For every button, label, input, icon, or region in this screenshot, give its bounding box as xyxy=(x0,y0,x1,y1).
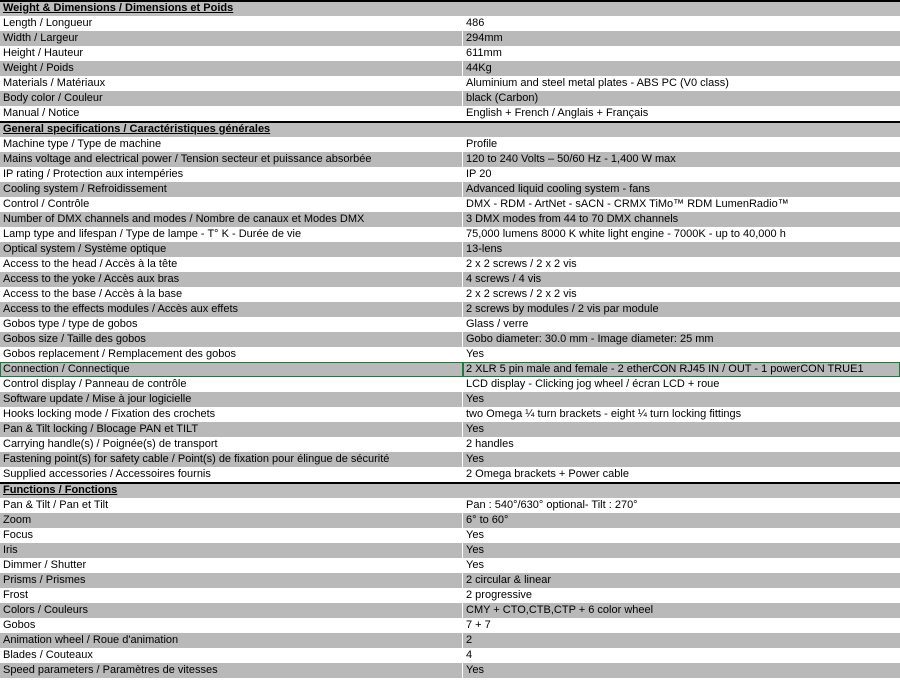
spec-label-cell[interactable]: Frost xyxy=(0,588,463,603)
table-row[interactable] xyxy=(0,61,900,76)
spec-value-cell[interactable]: 2 x 2 screws / 2 x 2 vis xyxy=(466,258,577,270)
table-row[interactable] xyxy=(0,618,900,633)
spec-label-cell[interactable]: Fastening point(s) for safety cable / Point(s) de fixation pour élingue de sécurité xyxy=(0,452,463,467)
table-row[interactable] xyxy=(0,167,900,182)
spec-value-cell[interactable]: CMY + CTO,CTB,CTP + 6 color wheel xyxy=(466,604,654,616)
spec-label-cell[interactable]: Access to the effects modules / Accès aux effets xyxy=(0,302,463,317)
table-row[interactable] xyxy=(0,182,900,197)
section-header[interactable] xyxy=(0,121,900,137)
spec-value-cell[interactable]: Yes xyxy=(466,529,484,541)
table-row[interactable] xyxy=(0,31,900,46)
spec-label-cell[interactable]: Mains voltage and electrical power / Tension secteur et puissance absorbée xyxy=(0,152,463,167)
spec-label-cell[interactable]: Control display / Panneau de contrôle xyxy=(0,377,463,392)
spec-label-cell[interactable]: Height / Hauteur xyxy=(0,46,463,61)
spec-value-cell[interactable]: 2 xyxy=(466,634,473,646)
spec-value-cell[interactable]: 2 x 2 screws / 2 x 2 vis xyxy=(466,288,577,300)
spec-label-cell[interactable]: Gobos type / type de gobos xyxy=(0,317,463,332)
table-row[interactable] xyxy=(0,452,900,467)
spec-value-cell[interactable]: 4 xyxy=(466,649,473,661)
section-header[interactable] xyxy=(0,0,900,16)
spec-value-cell[interactable]: English + French / Anglais + Français xyxy=(466,107,649,119)
table-row[interactable] xyxy=(0,197,900,212)
spec-label-cell[interactable]: IP rating / Protection aux intempéries xyxy=(0,167,463,182)
spec-label-cell[interactable]: Gobos replacement / Remplacement des gobos xyxy=(0,347,463,362)
spec-label-cell[interactable]: Body color / Couleur xyxy=(0,91,463,106)
spec-value-cell[interactable]: 4 screws / 4 vis xyxy=(466,273,542,285)
table-row[interactable] xyxy=(0,137,900,152)
spec-label-cell[interactable]: Iris xyxy=(0,543,463,558)
spec-value-cell[interactable]: 7 + 7 xyxy=(466,619,491,631)
spec-value-cell[interactable]: 6° to 60° xyxy=(466,514,509,526)
table-row[interactable] xyxy=(0,302,900,317)
section-title[interactable]: General specifications / Caractéristiques générales xyxy=(3,123,271,135)
spec-label-cell[interactable]: Software update / Mise à jour logicielle xyxy=(0,392,463,407)
table-row[interactable] xyxy=(0,377,900,392)
table-row[interactable] xyxy=(0,106,900,121)
table-row[interactable] xyxy=(0,528,900,543)
table-row[interactable] xyxy=(0,347,900,362)
spec-label-cell[interactable]: Gobos size / Taille des gobos xyxy=(0,332,463,347)
table-row[interactable] xyxy=(0,76,900,91)
spec-value-cell[interactable]: Yes xyxy=(466,559,484,571)
spec-value-cell[interactable]: Yes xyxy=(466,544,484,556)
spec-label-cell[interactable]: Connection / Connectique xyxy=(0,362,463,377)
spec-value-cell[interactable]: DMX - RDM - ArtNet - sACN - CRMX TiMo™ RDM LumenRadio™ xyxy=(466,198,789,210)
spec-label-cell[interactable]: Speed parameters / Paramètres de vitesses xyxy=(0,663,463,678)
spec-label-cell[interactable]: Materials / Matériaux xyxy=(0,76,463,91)
table-row[interactable] xyxy=(0,437,900,452)
spec-value-cell[interactable]: two Omega ¼ turn brackets - eight ¼ turn locking fittings xyxy=(466,408,742,420)
spec-value-cell[interactable]: Yes xyxy=(466,393,484,405)
table-row[interactable] xyxy=(0,663,900,678)
spec-label-cell[interactable]: Pan & Tilt / Pan et Tilt xyxy=(0,498,463,513)
spec-label-cell[interactable]: Cooling system / Refroidissement xyxy=(0,182,463,197)
table-row[interactable] xyxy=(0,227,900,242)
spec-label-cell[interactable]: Supplied accessories / Accessoires fournis xyxy=(0,467,463,482)
spec-value-cell[interactable]: 2 screws by modules / 2 vis par module xyxy=(466,303,659,315)
spec-value-cell[interactable]: Pan : 540°/630° optional- Tilt : 270° xyxy=(466,499,638,511)
spec-label-cell[interactable]: Prisms / Prismes xyxy=(0,573,463,588)
table-row[interactable] xyxy=(0,242,900,257)
table-row[interactable] xyxy=(0,633,900,648)
table-row[interactable] xyxy=(0,257,900,272)
section-title[interactable]: Functions / Fonctions xyxy=(3,484,118,496)
spec-value-cell[interactable]: Yes xyxy=(466,348,484,360)
table-row[interactable] xyxy=(0,573,900,588)
table-row[interactable] xyxy=(0,332,900,347)
spec-value-cell[interactable]: 2 XLR 5 pin male and female - 2 etherCON RJ45 IN / OUT - 1 powerCON TRUE1 xyxy=(463,362,900,377)
spec-label-cell[interactable]: Dimmer / Shutter xyxy=(0,558,463,573)
spec-value-cell[interactable]: 2 progressive xyxy=(466,589,533,601)
table-row[interactable] xyxy=(0,46,900,61)
table-row[interactable] xyxy=(0,558,900,573)
table-row[interactable] xyxy=(0,407,900,422)
section-header[interactable] xyxy=(0,482,900,498)
spec-label-cell[interactable]: Blades / Couteaux xyxy=(0,648,463,663)
spec-label-cell[interactable]: Zoom xyxy=(0,513,463,528)
table-row[interactable] xyxy=(0,498,900,513)
table-row[interactable] xyxy=(0,422,900,437)
spec-label-cell[interactable]: Control / Contrôle xyxy=(0,197,463,212)
spec-value-cell[interactable]: Yes xyxy=(466,423,484,435)
spec-value-cell[interactable]: Profile xyxy=(466,138,498,150)
table-row[interactable] xyxy=(0,91,900,106)
spec-label-cell[interactable]: Lamp type and lifespan / Type de lampe - T° K - Durée de vie xyxy=(0,227,463,242)
spec-value-cell[interactable]: Aluminium and steel metal plates - ABS PC (V0 class) xyxy=(466,77,729,89)
spec-value-cell[interactable]: Advanced liquid cooling system - fans xyxy=(466,183,651,195)
spec-label-cell[interactable]: Carrying handle(s) / Poignée(s) de transport xyxy=(0,437,463,452)
spec-label-cell[interactable]: Animation wheel / Roue d'animation xyxy=(0,633,463,648)
spec-value-cell[interactable]: black (Carbon) xyxy=(466,92,539,104)
table-row[interactable] xyxy=(0,603,900,618)
spec-label-cell[interactable]: Gobos xyxy=(0,618,463,633)
spec-label-cell[interactable]: Machine type / Type de machine xyxy=(0,137,463,152)
table-row[interactable] xyxy=(0,392,900,407)
spec-label-cell[interactable]: Width / Largeur xyxy=(0,31,463,46)
spec-label-cell[interactable]: Length / Longueur xyxy=(0,16,463,31)
spec-label-cell[interactable]: Access to the head / Accès à la tête xyxy=(0,257,463,272)
spec-label-cell[interactable]: Focus xyxy=(0,528,463,543)
table-row[interactable] xyxy=(0,16,900,31)
table-row[interactable] xyxy=(0,362,900,377)
spec-value-cell[interactable]: 2 Omega brackets + Power cable xyxy=(466,468,629,480)
spec-value-cell[interactable]: 75,000 lumens 8000 K white light engine - 7000K - up to 40,000 h xyxy=(466,228,786,240)
spec-value-cell[interactable]: 611mm xyxy=(466,47,502,59)
table-row[interactable] xyxy=(0,212,900,227)
spec-label-cell[interactable]: Colors / Couleurs xyxy=(0,603,463,618)
table-row[interactable] xyxy=(0,272,900,287)
spec-value-cell[interactable]: 294mm xyxy=(466,32,503,44)
spec-label-cell[interactable]: Weight / Poids xyxy=(0,61,463,76)
table-row[interactable] xyxy=(0,152,900,167)
spec-label-cell[interactable]: Access to the base / Accès à la base xyxy=(0,287,463,302)
section-title[interactable]: Weight & Dimensions / Dimensions et Poids xyxy=(3,2,234,14)
table-row[interactable] xyxy=(0,467,900,482)
table-row[interactable] xyxy=(0,543,900,558)
spec-value-cell[interactable]: LCD display - Clicking jog wheel / écran LCD + roue xyxy=(466,378,720,390)
spec-value-cell[interactable]: Glass / verre xyxy=(466,318,529,330)
spec-value-cell[interactable]: 3 DMX modes from 44 to 70 DMX channels xyxy=(466,213,679,225)
spec-value-cell[interactable]: 44Kg xyxy=(466,62,492,74)
spec-label-cell[interactable]: Number of DMX channels and modes / Nombre de canaux et Modes DMX xyxy=(0,212,463,227)
spec-value-cell[interactable]: 120 to 240 Volts – 50/60 Hz - 1,400 W max xyxy=(466,153,676,165)
spec-value-cell[interactable]: IP 20 xyxy=(466,168,492,180)
spec-label-cell[interactable]: Hooks locking mode / Fixation des crochets xyxy=(0,407,463,422)
spec-value-cell[interactable]: 13-lens xyxy=(466,243,503,255)
spec-value-cell[interactable]: 2 circular & linear xyxy=(466,574,551,586)
spec-value-cell[interactable]: 2 handles xyxy=(466,438,514,450)
table-row[interactable] xyxy=(0,287,900,302)
spec-value-cell[interactable]: Yes xyxy=(466,453,484,465)
spec-label-cell[interactable]: Pan & Tilt locking / Blocage PAN et TILT xyxy=(0,422,463,437)
table-row[interactable] xyxy=(0,648,900,663)
table-row[interactable] xyxy=(0,317,900,332)
spec-value-cell[interactable]: Yes xyxy=(466,664,484,676)
table-row[interactable] xyxy=(0,513,900,528)
spec-label-cell[interactable]: Access to the yoke / Accès aux bras xyxy=(0,272,463,287)
spec-value-cell[interactable]: 486 xyxy=(466,17,485,29)
spec-value-cell[interactable]: Gobo diameter: 30.0 mm - Image diameter: 25 mm xyxy=(466,333,714,345)
spec-label-cell[interactable]: Manual / Notice xyxy=(0,106,463,121)
table-row[interactable] xyxy=(0,588,900,603)
spec-label-cell[interactable]: Optical system / Système optique xyxy=(0,242,463,257)
